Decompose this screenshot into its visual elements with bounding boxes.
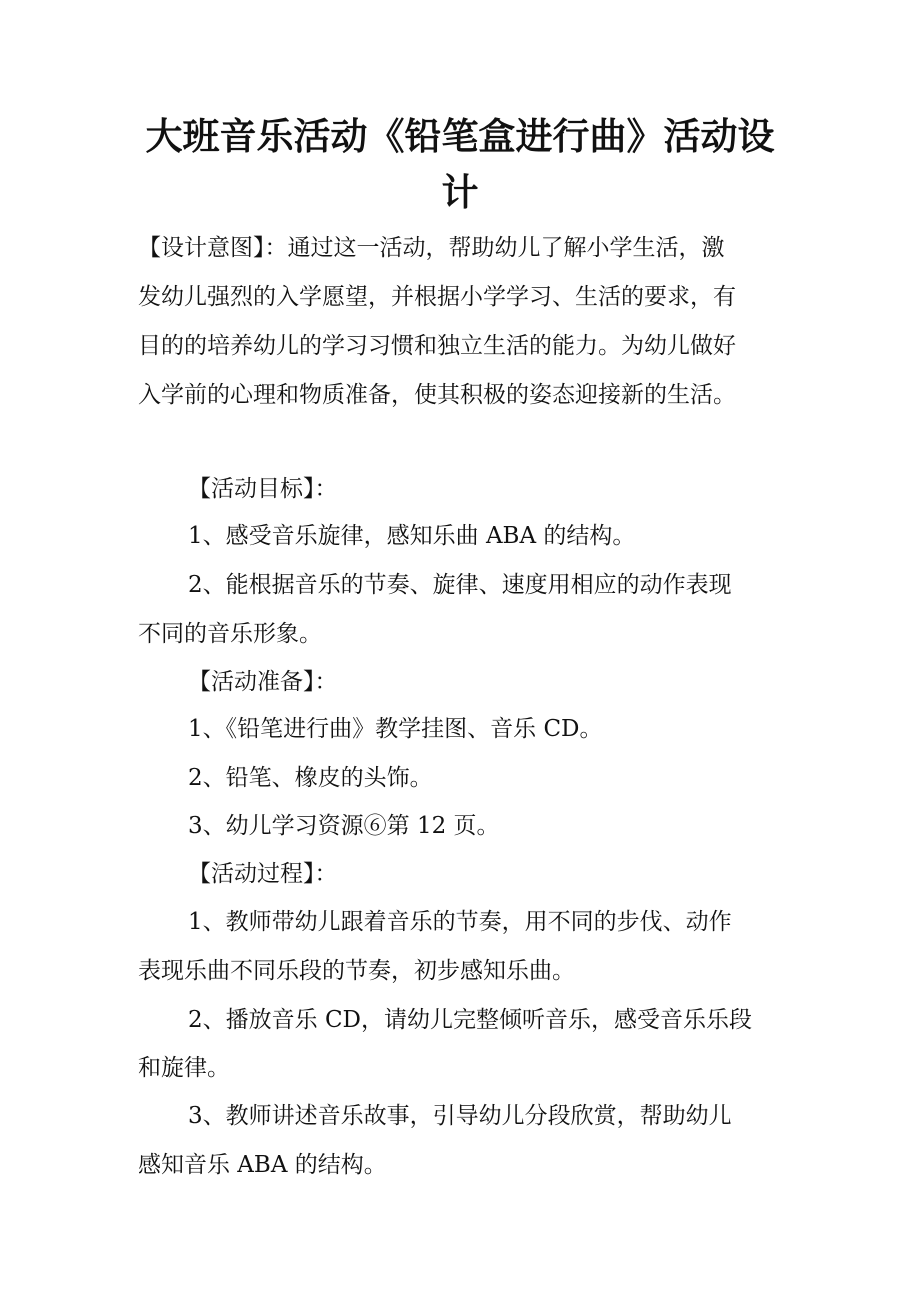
process-item-2-line-1: 2、播放音乐 CD，请幼儿完整倾听音乐，感受音乐乐段 — [188, 1007, 752, 1033]
intent-line-4: 入学前的心理和物质准备，使其积极的姿态迎接新的生活。 — [138, 382, 736, 408]
preparation-item-3: 3、幼儿学习资源⑥第 12 页。 — [188, 813, 500, 839]
process-item-1-line-2: 表现乐曲不同乐段的节奏，初步感知乐曲。 — [138, 958, 575, 984]
intent-line-1: 【设计意图】：通过这一活动，帮助幼儿了解小学生活，激 — [138, 235, 725, 261]
process-item-2-line-2: 和旋律。 — [138, 1055, 230, 1081]
process-heading: 【活动过程】： — [188, 861, 338, 887]
intent-line-3: 目的的培养幼儿的学习习惯和独立生活的能力。为幼儿做好 — [138, 333, 736, 359]
process-item-3-line-1: 3、教师讲述音乐故事，引导幼儿分段欣赏，帮助幼儿 — [188, 1103, 732, 1129]
process-item-1-line-1: 1、教师带幼儿跟着音乐的节奏，用不同的步伐、动作 — [188, 909, 732, 935]
title-line-1: 大班音乐活动《铅笔盒进行曲》活动设 — [145, 114, 775, 158]
goals-item-1: 1、感受音乐旋律，感知乐曲 ABA 的结构。 — [188, 523, 636, 549]
process-item-3-line-2: 感知音乐 ABA 的结构。 — [138, 1152, 387, 1178]
preparation-item-2: 2、铅笔、橡皮的头饰。 — [188, 765, 433, 791]
preparation-item-1: 1、《铅笔进行曲》教学挂图、音乐 CD。 — [188, 716, 603, 742]
goals-item-2-line-1: 2、能根据音乐的节奏、旋律、速度用相应的动作表现 — [188, 572, 732, 598]
preparation-heading: 【活动准备】： — [188, 669, 338, 695]
goals-heading: 【活动目标】： — [188, 476, 338, 502]
goals-item-2-line-2: 不同的音乐形象。 — [138, 621, 322, 647]
title-line-2: 计 — [441, 170, 479, 214]
intent-line-2: 发幼儿强烈的入学愿望，并根据小学学习、生活的要求，有 — [138, 284, 736, 310]
document-title — [120, 108, 800, 220]
